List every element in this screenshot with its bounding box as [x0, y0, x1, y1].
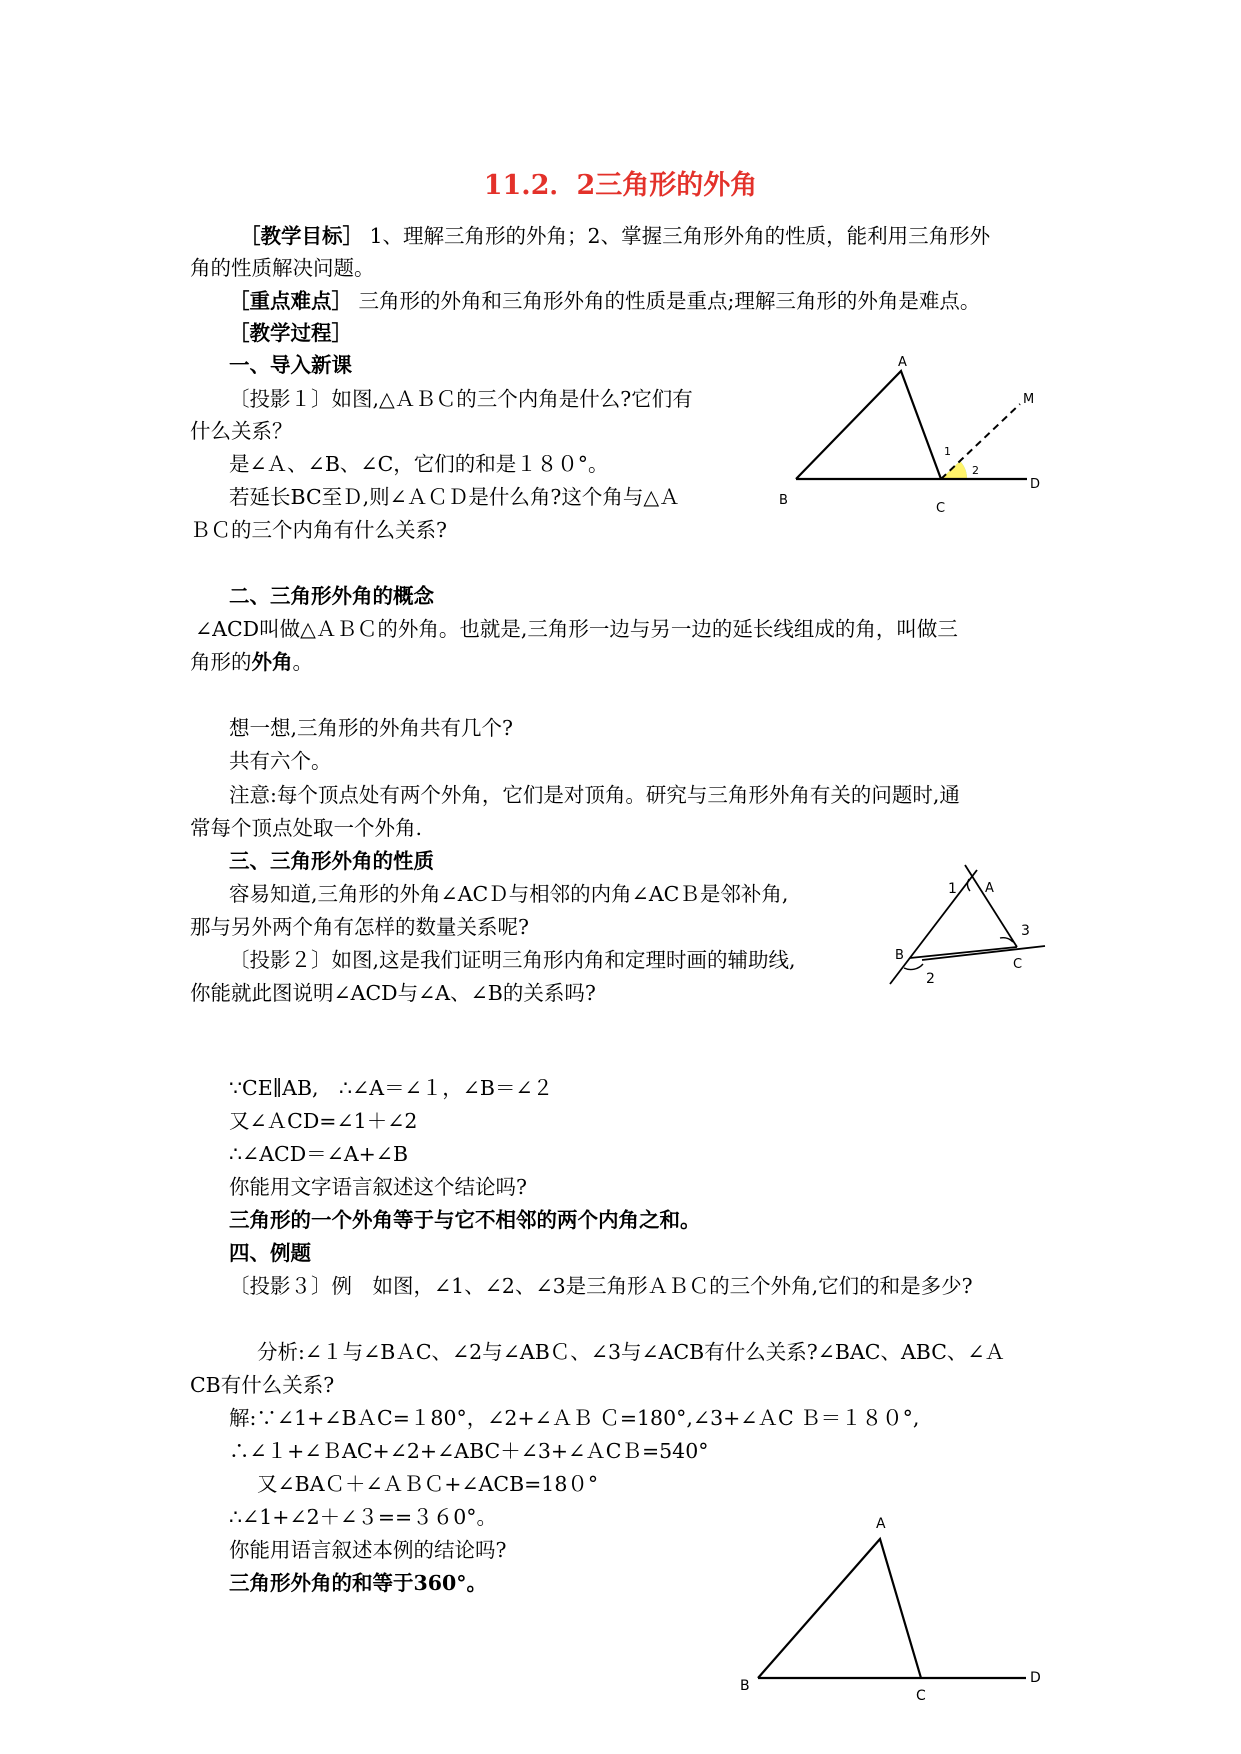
figure-1-triangle: [770, 355, 1070, 520]
section2-line2-prefix: 角形的: [190, 650, 252, 674]
figure-1-label-c: C: [936, 501, 946, 516]
figure-1-label-2: 2: [972, 464, 979, 477]
solution-line1: 解:∵∠1+∠BＡC=１80°，∠2+∠ＡＢ Ｃ=180°,∠3+∠ＡC Ｂ＝１８０°,: [229, 1406, 920, 1430]
figure-2-label-a: A: [985, 881, 994, 896]
section3-line4: 你能就此图说明∠ACD与∠A、∠B的关系吗?: [190, 981, 596, 1005]
figure-2-parallel-line: [922, 946, 1045, 960]
figure-2-label-b: B: [895, 948, 904, 963]
section1-line2: 什么关系？: [190, 419, 293, 443]
section3-line2: 那与另外两个角有怎样的数量关系呢?: [190, 915, 529, 939]
section2-line2: [190, 649, 313, 675]
figure-2-triangle: [860, 860, 1070, 1010]
solution-line4: ∴∠1+∠2＋∠３==３６0°。: [229, 1505, 497, 1529]
figure-3-label-a: A: [876, 1516, 886, 1532]
keypoints-line: [229, 288, 980, 314]
proof-line3: ∴∠ACD＝∠A+∠B: [229, 1142, 409, 1166]
analysis-line1: 分析:∠１与∠BＡC、∠2与∠ABＣ、∠3与∠ACB有什么关系?∠BAC、ABC、∠Ａ: [257, 1340, 1006, 1364]
figure-1-label-m: M: [1023, 392, 1035, 407]
figure-2-label-1: 1: [948, 881, 957, 897]
figure-1-label-a: A: [898, 355, 907, 370]
objectives-line2: 角的性质解决问题。: [190, 256, 375, 280]
section4-heading: 四、例题: [229, 1241, 311, 1265]
think-answer: 共有六个。: [229, 749, 332, 773]
section2-line1: ∠ACD叫做△ＡＢＣ的外角。也就是,三角形一边与另一边的延长线组成的角，叫做三: [195, 617, 958, 641]
section3-line3: 〔投影２〕如图,这是我们证明三角形内角和定理时画的辅助线,: [229, 948, 796, 972]
exterior-angle-term: 外角: [251, 650, 293, 674]
figure-3-label-d: D: [1030, 1670, 1041, 1686]
figure-2-side-ac: [965, 865, 1017, 947]
section1-line4: 若延长BC至Ｄ,则∠ＡＣＤ是什么角?这个角与△Ａ: [229, 485, 680, 509]
section2-heading: 二、三角形外角的概念: [229, 584, 434, 608]
objectives-line1: [240, 223, 990, 249]
figure-2-angle2-arc: [904, 964, 923, 970]
solution-line5: 你能用语言叙述本例的结论吗?: [229, 1538, 507, 1562]
section1-line3: 是∠Ａ、∠B、∠C，它们的和是１８０°。: [229, 452, 609, 476]
section1-line1: 〔投影１〕如图,△ＡＢＣ的三个内角是什么?它们有: [229, 387, 693, 411]
figure-2-label-2: 2: [926, 971, 935, 987]
figure-1-triangle-sides: [796, 371, 941, 479]
figure-2-side-bc: [910, 947, 1017, 958]
section1-heading: 一、导入新课: [229, 353, 352, 377]
figure-1-label-d: D: [1030, 477, 1041, 492]
figure-1-label-b: B: [779, 493, 788, 508]
think-question: 想一想,三角形的外角共有几个?: [229, 716, 514, 740]
section3-line1: 容易知道,三角形的外角∠ACＤ与相邻的内角∠ACＢ是邻补角,: [229, 882, 789, 906]
keypoints-label: ［重点难点］: [229, 289, 352, 313]
process-label: ［教学过程］: [229, 321, 352, 345]
section3-heading: 三、三角形外角的性质: [229, 849, 434, 873]
objectives-text: 1、理解三角形的外角；2、掌握三角形外角的性质，能利用三角形外: [363, 224, 991, 248]
solution-line2: ∴∠１+∠ＢAC+∠2+∠ABC＋∠3+∠ＡCＢ=540°: [229, 1439, 709, 1463]
figure-2-label-c: C: [1013, 957, 1023, 972]
section4-conclusion: 三角形外角的和等于360°。: [229, 1571, 488, 1595]
figure-3-triangle: [730, 1510, 1060, 1710]
figure-3-label-b: B: [740, 1678, 750, 1694]
proof-line1: ∵CE∥AB, ∴∠A＝∠１，∠B＝∠２: [229, 1076, 554, 1100]
example-question: 〔投影３〕例 如图，∠1、∠2、∠3是三角形ＡＢＣ的三个外角,它们的和是多少?: [229, 1274, 973, 1298]
proof-line4: 你能用文字语言叙述这个结论吗?: [229, 1175, 527, 1199]
section1-line5: ＢＣ的三个内角有什么关系?: [190, 518, 447, 542]
solution-line3: 又∠BAＣ＋∠ＡＢＣ+∠ACB=18０°: [257, 1472, 599, 1496]
proof-line2: 又∠ＡCD=∠1＋∠2: [229, 1109, 418, 1133]
figure-2-label-3: 3: [1021, 923, 1030, 939]
section3-conclusion: 三角形的一个外角等于与它不相邻的两个内角之和。: [229, 1208, 701, 1232]
figure-3-label-c: C: [916, 1688, 926, 1704]
page-title: 11.2．2三角形的外角: [483, 170, 758, 201]
figure-3-triangle-sides: [758, 1539, 921, 1678]
figure-1-label-1: 1: [944, 445, 951, 458]
figure-1-dashed-ray: [941, 404, 1020, 479]
section2-line2-suffix: 。: [292, 650, 313, 674]
keypoints-text: 三角形的外角和三角形外角的性质是重点;理解三角形的外角是难点。: [352, 289, 981, 313]
note-line2: 常每个顶点处取一个外角.: [190, 816, 423, 840]
analysis-line2: CB有什么关系?: [190, 1373, 335, 1397]
figure-2-side-ab: [890, 870, 977, 984]
note-line1: 注意:每个顶点处有两个外角，它们是对顶角。研究与三角形外角有关的问题时,通: [229, 783, 960, 807]
objectives-label: ［教学目标］: [240, 224, 363, 248]
